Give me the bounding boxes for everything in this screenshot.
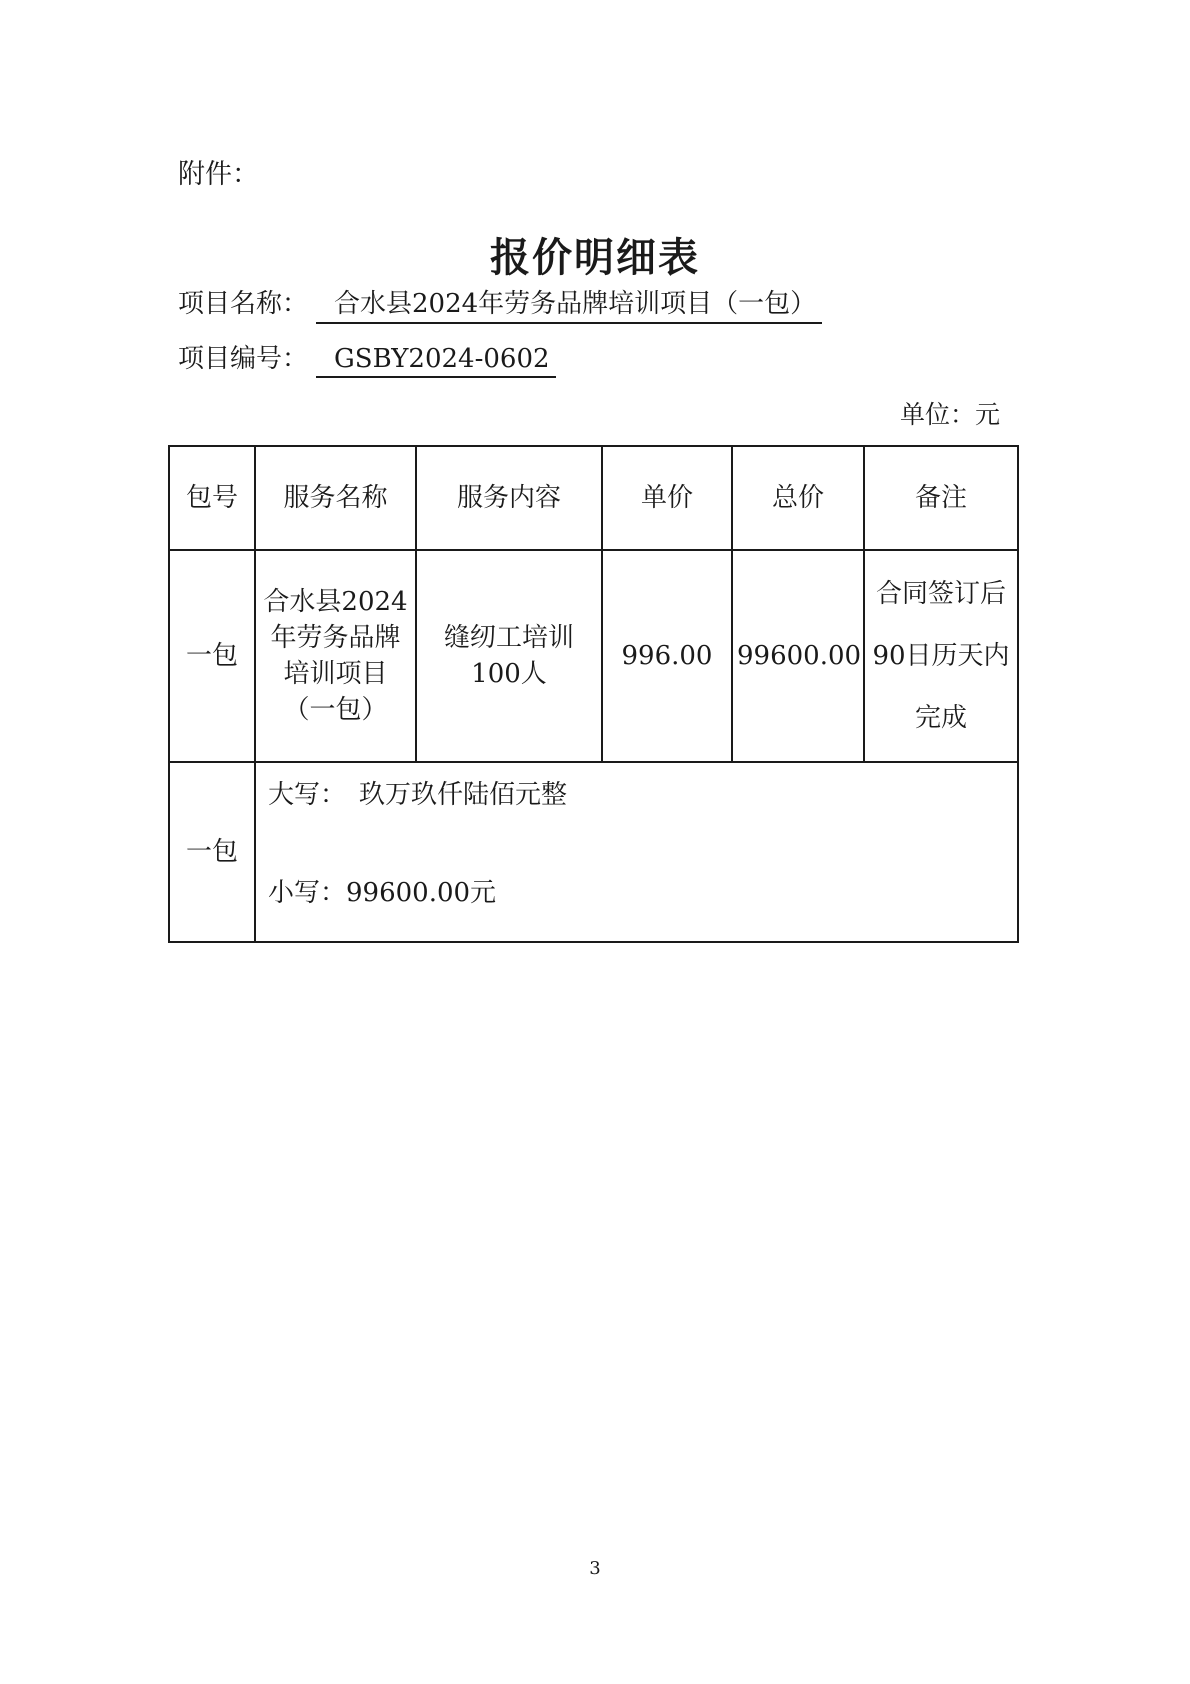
table-header-row [169, 446, 1018, 550]
cell-note: 合同签订后90日历天内完成 [864, 550, 1018, 762]
total-row [169, 762, 1018, 942]
header-service-name: 服务名称 [255, 446, 416, 550]
page-title: 报价明细表 [490, 235, 700, 281]
header-package: 包号 [169, 446, 255, 550]
project-code-value: GSBY2024-0602 [316, 344, 556, 378]
cell-package: 一包 [169, 550, 255, 762]
table-row [169, 550, 1018, 762]
header-total-price: 总价 [732, 446, 864, 550]
project-name-field [178, 283, 822, 324]
total-amount-cell [255, 762, 1018, 942]
header-service-content: 服务内容 [416, 446, 602, 550]
amount-in-words: 大写： 玖万玖仟陆佰元整 [268, 780, 568, 810]
cell-service-name: 合水县2024年劳务品牌培训项目（一包） [255, 550, 416, 762]
project-name-label: 项目名称： [178, 289, 309, 319]
project-code-field [178, 338, 556, 378]
attachment-label: 附件： [178, 159, 259, 190]
total-package: 一包 [169, 762, 255, 942]
cell-total-price: 99600.00 [732, 550, 864, 762]
currency-unit: 单位：元 [900, 400, 1001, 429]
project-code-label: 项目编号： [178, 344, 309, 374]
page-number: 3 [589, 1558, 601, 1579]
cell-unit-price: 996.00 [602, 550, 732, 762]
amount-in-figures: 小写：99600.00元 [268, 878, 497, 908]
header-unit-price: 单价 [602, 446, 732, 550]
cell-service-content: 缝纫工培训100人 [416, 550, 602, 762]
project-name-value: 合水县2024年劳务品牌培训项目（一包） [316, 283, 822, 324]
header-note: 备注 [864, 446, 1018, 550]
quote-table [168, 445, 1019, 943]
